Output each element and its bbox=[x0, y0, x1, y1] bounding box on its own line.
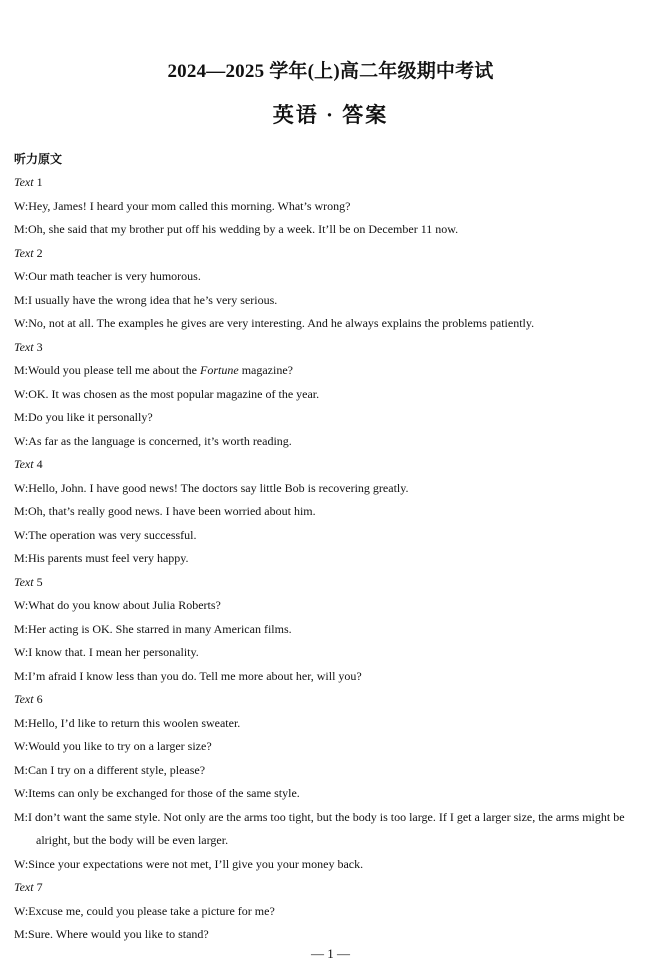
text-label-word: Text bbox=[14, 457, 34, 471]
text-label-word: Text bbox=[14, 339, 34, 354]
dialog-text: What do you know about Julia Roberts? bbox=[28, 598, 221, 612]
dialog-line bbox=[14, 524, 654, 548]
text-label-number: 2 bbox=[36, 245, 43, 260]
dialog-line bbox=[14, 900, 654, 924]
dialog-line bbox=[14, 500, 654, 524]
text-label-number: 6 bbox=[36, 692, 43, 706]
dialog-line bbox=[14, 641, 654, 665]
speaker-tag: M: bbox=[14, 551, 29, 565]
dialog-text: Excuse me, could you please take a picture for me? bbox=[28, 903, 275, 918]
dialog-text: The operation was very successful. bbox=[28, 527, 197, 542]
dialog-line bbox=[14, 782, 654, 806]
document-subtitle: 英语 · 答案 bbox=[272, 103, 389, 127]
speaker-tag: M: bbox=[14, 762, 29, 777]
dialog-line bbox=[14, 853, 654, 877]
speaker-tag: M: bbox=[14, 668, 29, 683]
dialog-text: Hey, James! I heard your mom called this morning. What’s wrong? bbox=[28, 198, 351, 213]
text-label-word: Text bbox=[14, 692, 34, 706]
text-label bbox=[14, 571, 654, 595]
dialog-text: Hello, I’d like to return this woolen sweater. bbox=[28, 715, 241, 730]
dialog-line bbox=[14, 218, 654, 242]
dialog-text: Do you like it personally? bbox=[28, 410, 153, 424]
text-label-number: 1 bbox=[36, 175, 43, 189]
speaker-tag: M: bbox=[14, 927, 29, 941]
text-label-number: 3 bbox=[36, 339, 43, 354]
dialog-line bbox=[14, 359, 654, 383]
dialog-text: OK. It was chosen as the most popular magazine of the year. bbox=[28, 386, 320, 401]
dialog-line bbox=[14, 477, 654, 501]
dialog-text: Would you please tell me about the bbox=[28, 363, 201, 377]
text-label-number: 4 bbox=[36, 457, 43, 471]
text-label-number: 7 bbox=[36, 880, 43, 894]
speaker-tag: M: bbox=[14, 222, 29, 236]
dialog-line bbox=[14, 406, 654, 430]
listening-transcript bbox=[14, 171, 654, 947]
text-label bbox=[14, 336, 654, 360]
speaker-tag: W: bbox=[14, 316, 29, 330]
dialog-line bbox=[14, 712, 654, 736]
text-label-number: 5 bbox=[36, 574, 43, 589]
dialog-line bbox=[14, 195, 654, 219]
speaker-tag: W: bbox=[14, 645, 29, 659]
speaker-tag: M: bbox=[14, 621, 29, 636]
dialog-line bbox=[14, 547, 654, 571]
dialog-line bbox=[14, 265, 654, 289]
dialog-line bbox=[14, 806, 654, 853]
speaker-tag: W: bbox=[14, 903, 29, 918]
dialog-text-italic: Fortune bbox=[200, 363, 239, 377]
dialog-text: Items can only be exchanged for those of the same style. bbox=[28, 786, 300, 800]
speaker-tag: M: bbox=[14, 504, 29, 518]
speaker-tag: W: bbox=[14, 856, 29, 871]
text-label-word: Text bbox=[14, 175, 34, 189]
text-label-word: Text bbox=[14, 880, 34, 894]
dialog-line bbox=[14, 289, 654, 313]
speaker-tag: W: bbox=[14, 598, 29, 612]
section-heading-listening-transcript: 听力原文 bbox=[14, 152, 63, 166]
speaker-tag: M: bbox=[14, 410, 29, 424]
document-title: 2024—2025 学年(上)高二年级期中考试 bbox=[167, 61, 494, 82]
dialog-line bbox=[14, 594, 654, 618]
speaker-tag: W: bbox=[14, 739, 29, 753]
speaker-tag: W: bbox=[14, 480, 29, 495]
dialog-text: Her acting is OK. She starred in many American films. bbox=[28, 621, 292, 636]
text-label-word: Text bbox=[14, 574, 34, 589]
dialog-text: His parents must feel very happy. bbox=[28, 551, 189, 565]
speaker-tag: M: bbox=[14, 292, 29, 307]
dialog-text: I’m afraid I know less than you do. Tell me more about her, will you? bbox=[28, 668, 362, 683]
dialog-text: I usually have the wrong idea that he’s very serious. bbox=[28, 292, 278, 307]
speaker-tag: M: bbox=[14, 363, 29, 377]
speaker-tag: W: bbox=[14, 386, 29, 401]
dialog-text: As far as the language is concerned, it’s worth reading. bbox=[28, 433, 292, 448]
text-label bbox=[14, 876, 654, 900]
dialog-line bbox=[14, 759, 654, 783]
dialog-text: No, not at all. The examples he gives are very interesting. And he always explains the problems patiently. bbox=[28, 316, 535, 330]
page-number: — 1 — bbox=[311, 946, 350, 961]
dialog-text: magazine? bbox=[238, 363, 293, 377]
dialog-line bbox=[14, 312, 654, 336]
text-label bbox=[14, 453, 654, 477]
dialog-text: I know that. I mean her personality. bbox=[28, 645, 199, 659]
dialog-text: Oh, that’s really good news. I have been worried about him. bbox=[28, 504, 316, 518]
speaker-tag: W: bbox=[14, 433, 29, 448]
text-label bbox=[14, 242, 654, 266]
dialog-text: Can I try on a different style, please? bbox=[28, 762, 206, 777]
dialog-text: Since your expectations were not met, I’ll give you your money back. bbox=[28, 856, 364, 871]
dialog-line bbox=[14, 383, 654, 407]
speaker-tag: W: bbox=[14, 269, 29, 283]
dialog-text: Would you like to try on a larger size? bbox=[28, 739, 212, 753]
dialog-line bbox=[14, 665, 654, 689]
dialog-line bbox=[14, 735, 654, 759]
dialog-text: Our math teacher is very humorous. bbox=[28, 269, 201, 283]
dialog-line bbox=[14, 430, 654, 454]
speaker-tag: W: bbox=[14, 527, 29, 542]
dialog-text: I don’t want the same style. Not only are the arms too tight, but the body is too large. If I get a larger size, the arms might be alright, but the body will be even larger. bbox=[28, 809, 625, 847]
text-label-word: Text bbox=[14, 245, 34, 260]
dialog-text: Hello, John. I have good news! The doctors say little Bob is recovering greatly. bbox=[28, 480, 409, 495]
speaker-tag: W: bbox=[14, 198, 29, 213]
text-label bbox=[14, 171, 654, 195]
dialog-text: Oh, she said that my brother put off his wedding by a week. It’ll be on December 11 now. bbox=[28, 222, 459, 236]
dialog-line bbox=[14, 923, 654, 947]
dialog-line bbox=[14, 618, 654, 642]
dialog-text: Sure. Where would you like to stand? bbox=[28, 927, 209, 941]
speaker-tag: W: bbox=[14, 786, 29, 800]
speaker-tag: M: bbox=[14, 715, 29, 730]
text-label bbox=[14, 688, 654, 712]
speaker-tag: M: bbox=[14, 809, 29, 824]
